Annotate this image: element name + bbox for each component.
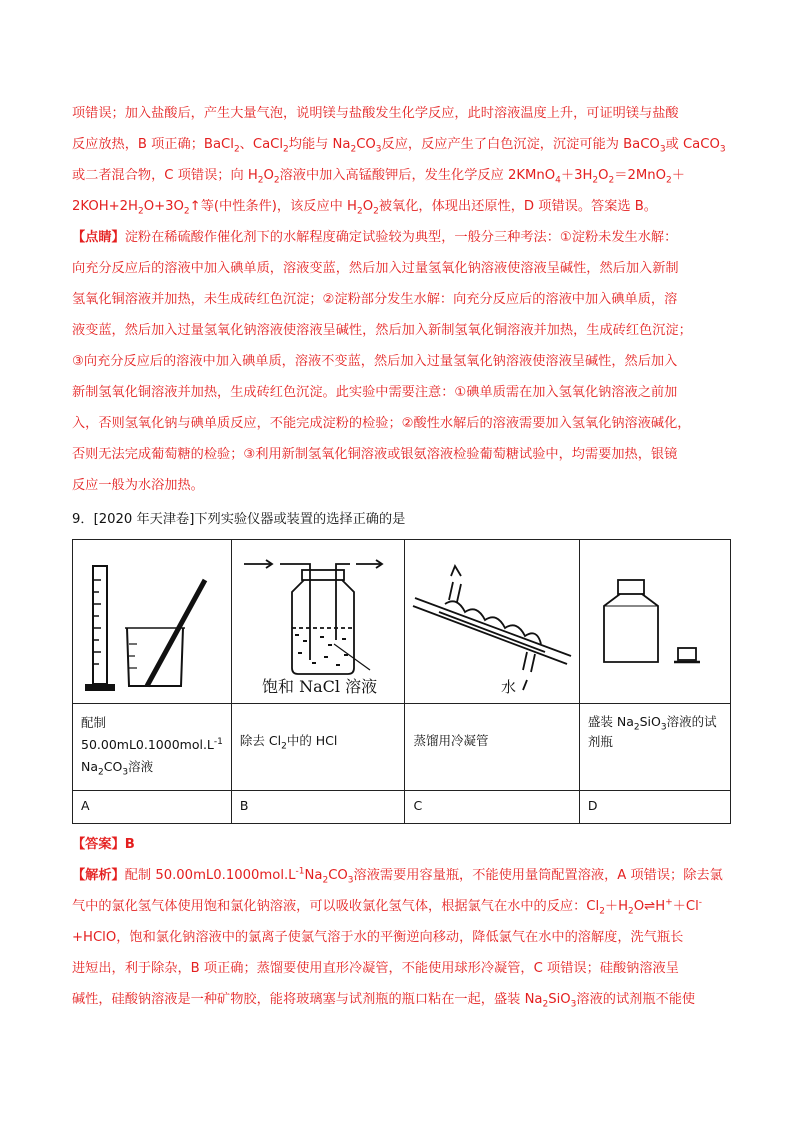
dianjing-line: 液变蓝，然后加入过量氢氧化钠溶液使溶液呈碱性，然后加入新制氢氧化铜溶液并加热，生成砖红色沉淀； [72,323,692,338]
caption-cell-b: 除去 $Cl_2$中的 HCl [231,704,405,791]
option-c: C [405,791,579,824]
dianjing-line: 氢氧化铜溶液并加热，未生成砖红色沉淀；②淀粉部分发生水解：向充分反应后的溶液中加入碘单质，溶 [72,292,678,307]
gas-washing-bottle-image [232,540,407,703]
water-label: 水 [501,678,517,696]
question-table [72,539,731,824]
answer-label: 【答案】 [72,837,125,852]
image-cell-a [73,540,232,704]
jiexi-label: 【解析】 [72,868,125,883]
text-line: 或二者混合物，C 项错误；向 $H_2O_2$溶液中加入高锰酸钾后，发生化学反应 $2KMnO_4+3H_2O_2=2MnO_2+$ [72,168,685,186]
saturated-nacl-label: 饱和 NaCl 溶液 [261,677,377,696]
dianjing-line: 新制氢氧化铜溶液并加热，生成砖红色沉淀。此实验中需要注意：①碘单质需在加入氢氧化钠溶液之前加 [72,385,678,400]
jiexi-line: +HClO，饱和氯化钠溶液中的氯离子使氯气溶于水的平衡逆向移动，降低氯气在水中的溶解度，洗气瓶长 [72,930,684,945]
dianjing-line: 向充分反应后的溶液中加入碘单质，溶液变蓝，然后加入过量氢氧化钠溶液使溶液呈碱性，然后加入新制 [72,261,679,276]
dianjing-line: 【点睛】淀粉在稀硫酸作催化剂下的水解程度确定试验较为典型，一般分三种考法：①淀粉未发生水解： [72,230,678,245]
dianjing-label: 【点睛】 [72,230,125,245]
text-line: 反应放热，B 项正确；BaCl$_2$、CaCl$_2$均能与 $Na_2CO_3$反应，反应产生了白色沉淀，沉淀可能为 BaCO$_3$或 CaCO$_3$ [72,137,726,155]
condenser-image [405,540,581,703]
caption-cell-c: 蒸馏用冷凝管 [405,704,579,791]
image-cell-b [231,540,405,704]
option-b: B [231,791,405,824]
dianjing-line: 反应一般为水浴加热。 [72,478,204,493]
option-a: A [73,791,232,824]
dianjing-line: 否则无法完成葡萄糖的检验；③利用新制氢氧化铜溶液或银氨溶液检验葡萄糖试验中，均需要加热，银镜 [72,447,678,462]
caption-cell-a: 配制 $50.00mL0.1000mol.L^{-1}$ $Na_2CO_3$溶液 [73,704,232,791]
jiexi-line: 进短出，利于除杂，B 项正确；蒸馏要使用直形冷凝管，不能使用球形冷凝管，C 项错误；硅酸钠溶液呈 [72,961,679,976]
text-line: $2KOH+2H_2O+3O_2↑$等(中性条件)，该反应中 $H_2O_2$被氧化，体现出还原性，D 项错误。答案选 B。 [72,199,657,217]
jiexi-line: 气中的氯化氢气体使用饱和氯化钠溶液，可以吸收氯化氢气体，根据氯气在水中的反应：$Cl_2+H_2O\rightleftharpoons H^++Cl^-$ [72,897,702,917]
dianjing-line: 入，否则氢氧化钠与碘单质反应，不能完成淀粉的检验；②酸性水解后的溶液需要加入氢氧化钠溶液碱化， [72,416,691,431]
text-line: 项错误；加入盐酸后，产生大量气泡，说明镁与盐酸发生化学反应，此时溶液温度上升，可证明镁与盐酸 [72,106,679,121]
image-cell-c [405,540,579,704]
question-title: 9．[2020 年天津卷]下列实验仪器或装置的选择正确的是 [72,512,406,527]
image-cell-d [579,540,730,704]
graduated-cylinder-beaker-image [73,540,229,703]
jiexi-line: 【解析】配制 $50.00mL0.1000mol.L^{-1}Na_2CO_3$溶液需要用容量瓶，不能使用量筒配置溶液，A 项错误；除去氯 [72,866,723,886]
option-d: D [579,791,730,824]
answer-value: B [124,837,135,852]
jiexi-line: 碱性，硅酸钠溶液是一种矿物胶，能将玻璃塞与试剂瓶的瓶口粘在一起，盛装 $Na_2SiO_3$溶液的试剂瓶不能使 [72,992,696,1010]
reagent-bottle-image [580,540,732,703]
caption-cell-d: 盛装 $Na_2SiO_3$溶液的试 剂瓶 [579,704,730,791]
dianjing-line: ③向充分反应后的溶液中加入碘单质，溶液不变蓝，然后加入过量氢氧化钠溶液使溶液呈碱性，然后加入 [72,354,678,369]
answer-line [72,833,135,852]
